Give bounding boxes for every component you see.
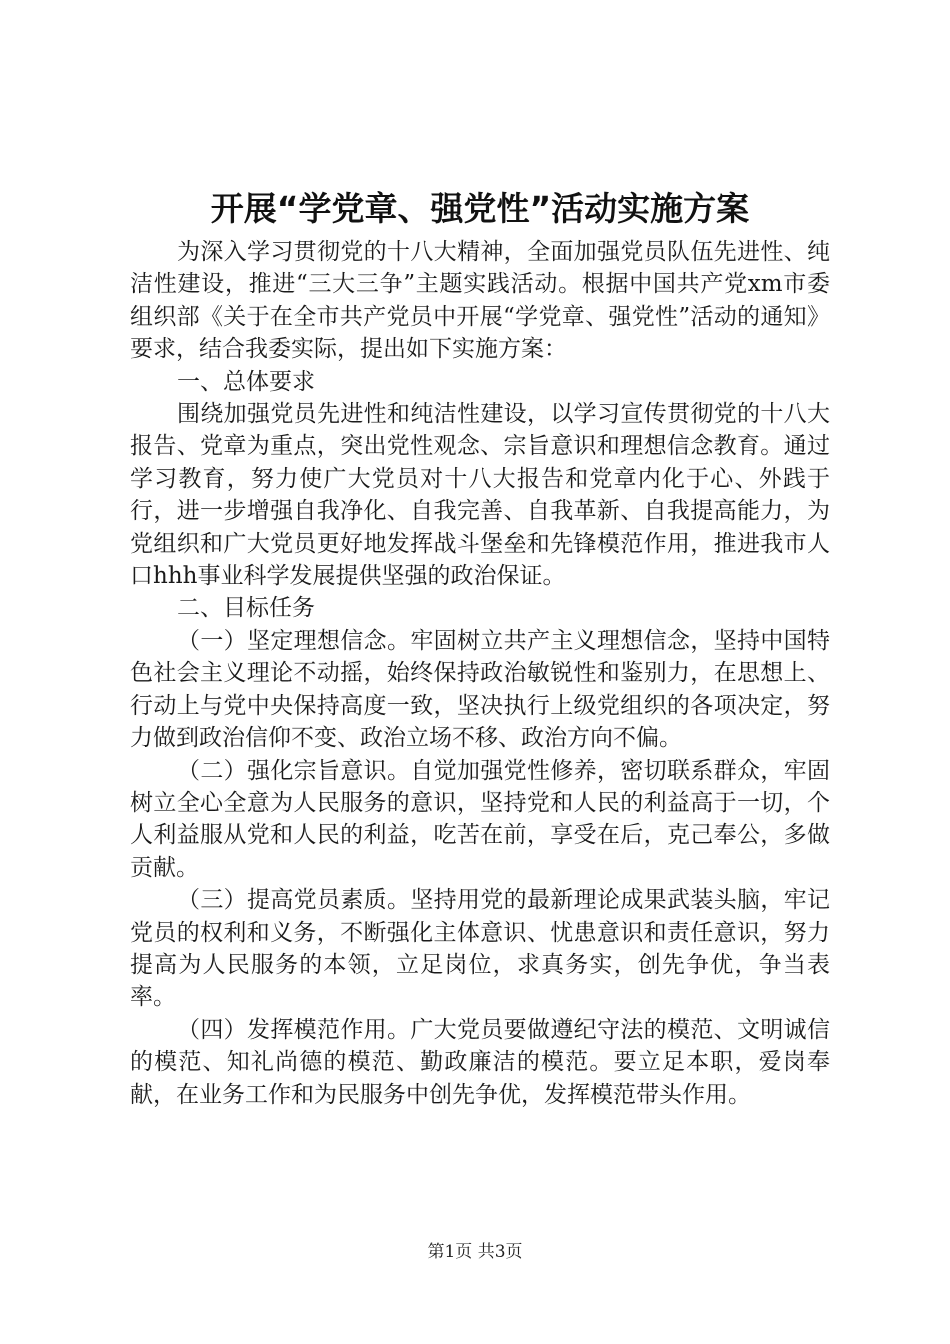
document-body [130, 236, 830, 1111]
section-heading-goals-tasks: 二、目标任务 [177, 595, 315, 622]
task-item-1: （一）坚定理想信念。牢固树立共产主义理想信念，坚持中国特色社会主义理论不动摇，始终保持政治敏锐性和鉴别力，在思想上、行动上与党中央保持高度一致，坚决执行上级党组织的各项决定，努力做到政治信仰不变、政治立场不移、政治方向不偏。 [130, 627, 830, 752]
document-title: 开展“学党章、强党性”活动实施方案 [210, 189, 750, 228]
general-requirements-paragraph: 围绕加强党员先进性和纯洁性建设，以学习宣传贯彻党的十八大报告、党章为重点，突出党性观念、宗旨意识和理想信念教育。通过学习教育，努力使广大党员对十八大报告和党章内化于心、外践于行，进一步增强自我净化、自我完善、自我革新、自我提高能力，为党组织和广大党员更好地发挥战斗堡垒和先锋模范作用，推进我市人口hhh事业科学发展提供坚强的政治保证。 [130, 401, 830, 590]
task-item-3: （三）提高党员素质。坚持用党的最新理论成果武装头脑，牢记党员的权利和义务，不断强化主体意识、忧患意识和责任意识，努力提高为人民服务的本领，立足岗位，求真务实，创先争优，争当表率。 [130, 887, 830, 1011]
page-number-footer: 第1页 共3页 [427, 1242, 523, 1262]
task-item-2: （二）强化宗旨意识。自觉加强党性修养，密切联系群众，牢固树立全心全意为人民服务的意识，坚持党和人民的利益高于一切，个人利益服从党和人民的利益，吃苦在前，享受在后，克己奉公，多做贡献。 [130, 757, 830, 881]
intro-paragraph: 为深入学习贯彻党的十八大精神，全面加强党员队伍先进性、纯洁性建设，推进“三大三争”主题实践活动。根据中国共产党xm市委组织部《关于在全市共产党员中开展“学党章、强党性”活动的通知》要求，结合我委实际，提出如下实施方案： [130, 239, 830, 363]
section-heading-general-requirements: 一、总体要求 [177, 368, 315, 395]
task-item-4: （四）发挥模范作用。广大党员要做遵纪守法的模范、文明诚信的模范、知礼尚德的模范、勤政廉洁的模范。要立足本职，爱岗奉献，在业务工作和为民服务中创先争优，发挥模范带头作用。 [130, 1016, 830, 1108]
